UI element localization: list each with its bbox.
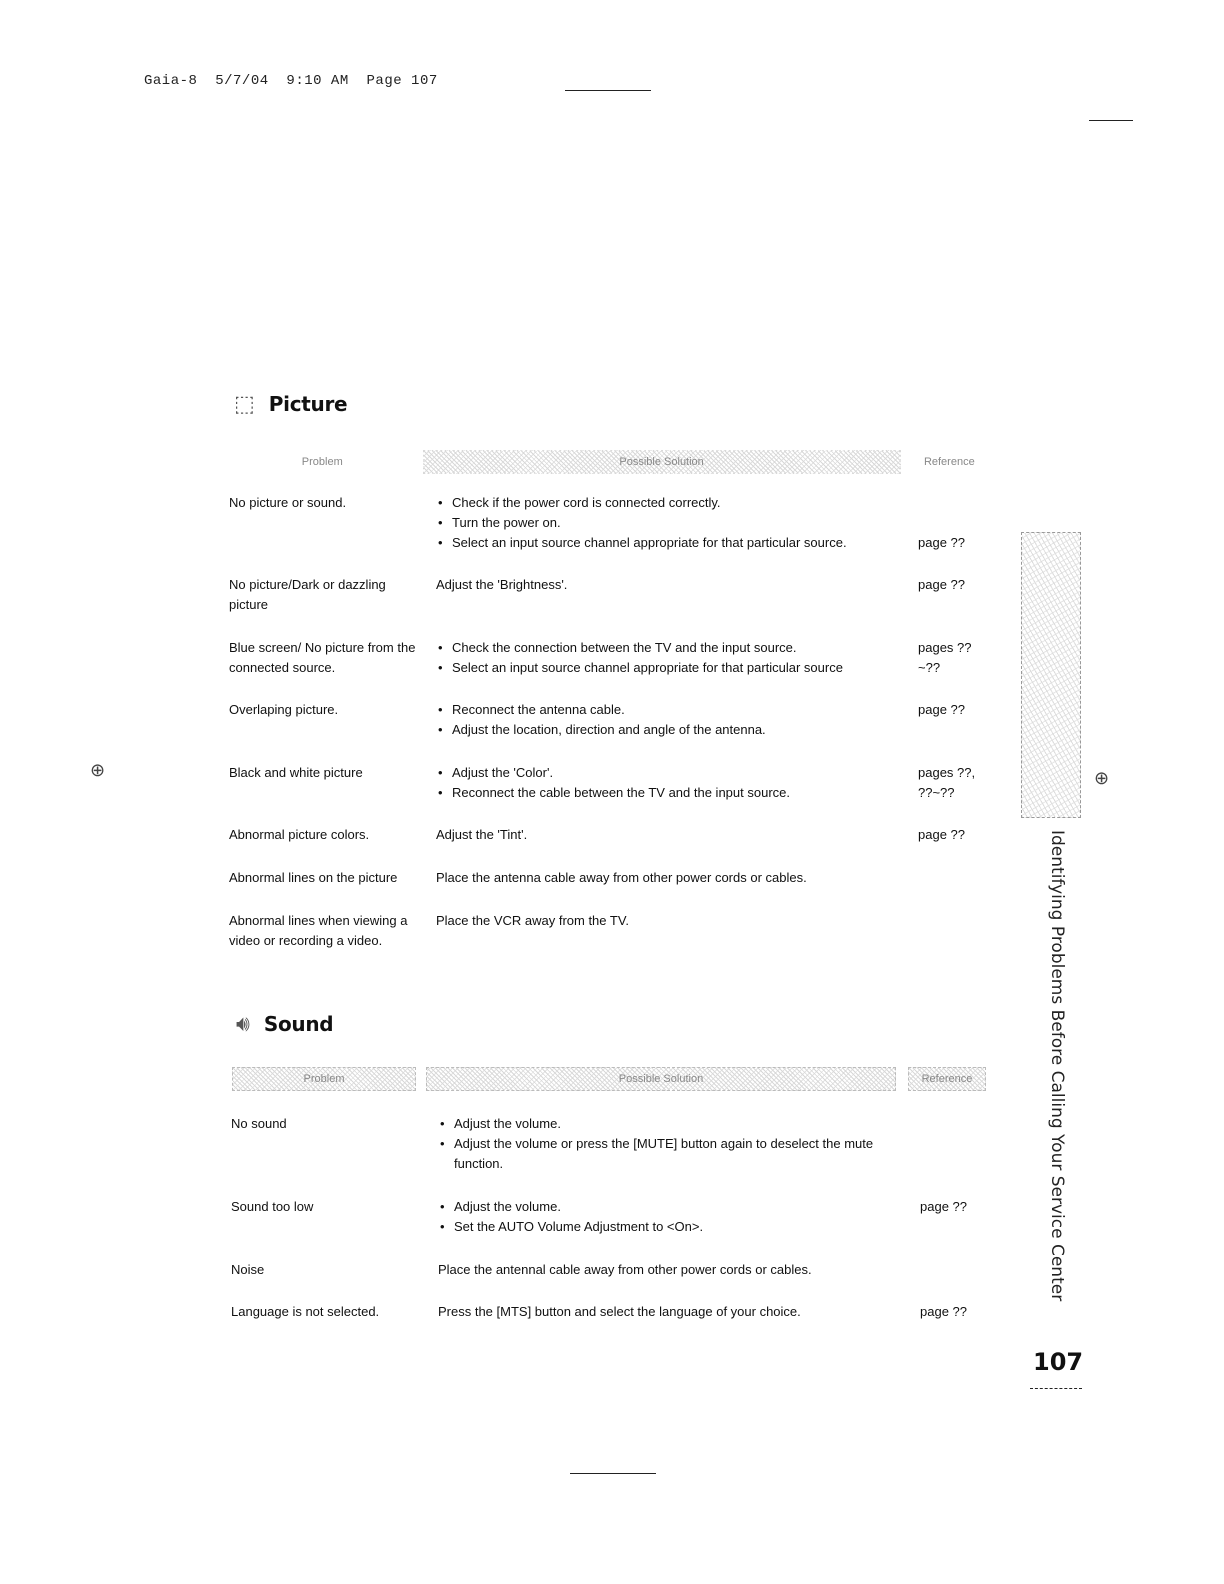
sound-row-1 — [231, 1114, 1001, 1174]
solution-item: • Reconnect the cable between the TV and the input source. — [436, 783, 906, 803]
solution-item: • Reconnect the antenna cable. — [436, 700, 906, 720]
solution-text: Adjust the 'Brightness'. — [436, 577, 568, 592]
picture-section-title: Picture — [268, 392, 348, 416]
solution-item: • Check if the power cord is connected correctly. — [436, 493, 906, 513]
picture-row-3 — [229, 638, 999, 678]
page-number-rule — [1030, 1388, 1082, 1389]
picture-row-8 — [229, 911, 999, 951]
solution-text: Place the antennal cable away from other power cords or cables. — [438, 1262, 812, 1277]
reference-text: page ?? — [918, 577, 965, 592]
problem-text: Abnormal picture colors. — [229, 827, 370, 842]
reference-text: page ?? — [918, 827, 965, 842]
problem-text: Overlaping picture. — [229, 702, 339, 717]
solution-list — [438, 1197, 908, 1237]
sound-section-header — [236, 1012, 333, 1036]
solution-text: Place the VCR away from the TV. — [436, 913, 629, 928]
solution-text: Adjust the 'Tint'. — [436, 827, 528, 842]
solution-list — [436, 763, 906, 803]
problem-text: Abnormal lines when viewing a video or recording a video. — [229, 913, 408, 948]
problem-text: Black and white picture — [229, 765, 363, 780]
reference-text: page ?? — [920, 1304, 967, 1319]
top-right-rule — [1089, 120, 1133, 121]
picture-row-5 — [229, 763, 999, 803]
header-problem: Problem — [232, 1067, 416, 1091]
solution-item: • Adjust the volume. — [438, 1114, 878, 1134]
problem-text: No sound — [231, 1116, 287, 1131]
solution-text: Press the [MTS] button and select the language of your choice. — [438, 1304, 801, 1319]
reference-text: page ?? — [918, 702, 965, 717]
solution-list — [436, 700, 906, 740]
registration-mark-right: ⊕ — [1094, 768, 1110, 788]
solution-list — [436, 493, 906, 553]
solution-item: • Adjust the volume or press the [MUTE] button again to deselect the mute function. — [438, 1134, 878, 1174]
solution-list — [436, 638, 906, 678]
problem-text: No picture/Dark or dazzling picture — [229, 577, 386, 612]
sound-table-header — [232, 1067, 990, 1091]
solution-item: • Turn the power on. — [436, 513, 906, 533]
solution-item: • Adjust the 'Color'. — [436, 763, 906, 783]
solution-item: • Select an input source channel appropriate for that particular source. — [436, 533, 906, 553]
solution-item: • Set the AUTO Volume Adjustment to <On>. — [438, 1217, 908, 1237]
header-solution: Possible Solution — [423, 450, 901, 474]
sound-row-3 — [231, 1260, 1001, 1280]
picture-icon: ⬚ — [234, 391, 255, 416]
print-slug: Gaia-8 5/7/04 9:10 AM Page 107 — [144, 73, 438, 89]
problem-text: Sound too low — [231, 1199, 314, 1214]
problem-text: Abnormal lines on the picture — [229, 870, 398, 885]
picture-row-7 — [229, 868, 999, 888]
solution-item: • Adjust the location, direction and angle of the antenna. — [436, 720, 906, 740]
picture-row-2 — [229, 575, 999, 615]
speaker-icon: 🔊︎ — [236, 1011, 250, 1036]
picture-row-4 — [229, 700, 999, 740]
problem-text: No picture or sound. — [229, 495, 347, 510]
reference-text: page ?? — [918, 535, 965, 550]
solution-list — [438, 1114, 878, 1174]
picture-row-6 — [229, 825, 999, 845]
page-number: 107 — [1033, 1348, 1084, 1376]
reference-text: pages ??, ??~?? — [918, 765, 976, 800]
problem-text: Language is not selected. — [231, 1304, 380, 1319]
header-reference: Reference — [923, 456, 975, 468]
solution-item: • Adjust the volume. — [438, 1197, 908, 1217]
problem-text: Blue screen/ No picture from the connected source. — [229, 640, 416, 675]
picture-table-header — [232, 450, 990, 474]
solution-text: Place the antenna cable away from other power cords or cables. — [436, 870, 807, 885]
registration-mark-left: ⊕ — [90, 760, 106, 780]
sound-section-title: Sound — [263, 1012, 334, 1036]
solution-item: • Check the connection between the TV and the input source. — [436, 638, 906, 658]
top-center-rule — [565, 90, 651, 91]
reference-text: pages ??~?? — [918, 640, 972, 675]
side-tab-text: Identifying Problems Before Calling Your Service Center — [1047, 830, 1067, 1302]
reference-text: page ?? — [920, 1199, 967, 1214]
picture-section-header — [234, 392, 347, 416]
problem-text: Noise — [231, 1262, 265, 1277]
bottom-center-rule — [570, 1473, 656, 1474]
header-problem: Problem — [301, 456, 343, 468]
solution-item: • Select an input source channel appropriate for that particular source — [436, 658, 906, 678]
sound-row-2 — [231, 1197, 1001, 1237]
side-tab-graphic — [1021, 532, 1081, 818]
header-reference: Reference — [908, 1067, 986, 1091]
header-solution: Possible Solution — [426, 1067, 896, 1091]
picture-row-1 — [229, 493, 999, 553]
sound-row-4 — [231, 1302, 1001, 1322]
